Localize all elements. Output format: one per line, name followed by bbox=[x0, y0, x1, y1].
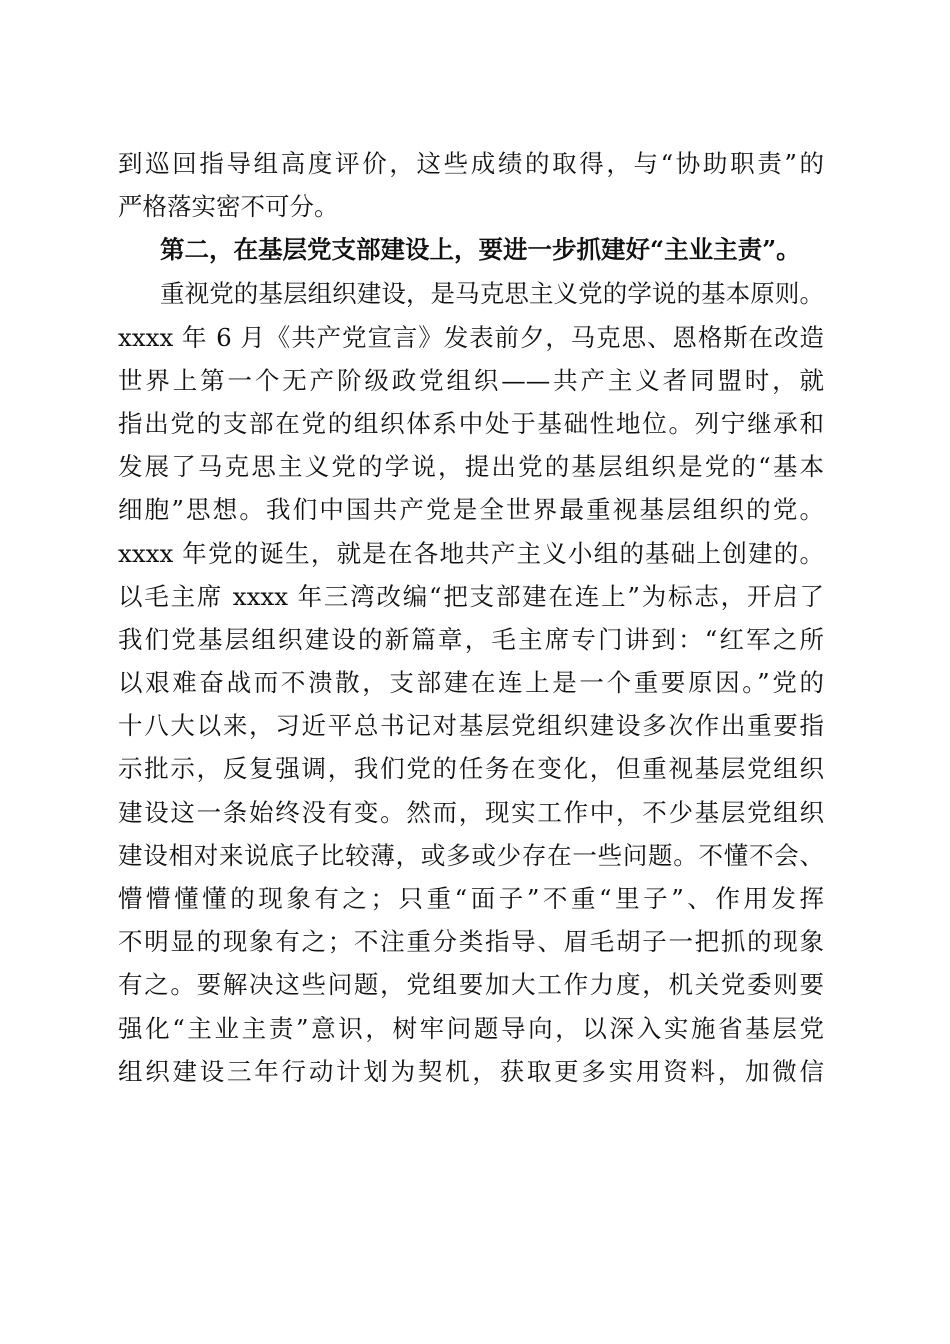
text-line: 严格落实密不可分。 bbox=[118, 192, 339, 222]
text-line: 指出党的支部在党的组织体系中处于基础性地位。列宁继承和 bbox=[118, 408, 824, 438]
text-line: xxxx 年 6 月《共产党宣言》发表前夕，马克思、恩格斯在改造 bbox=[118, 322, 824, 352]
text-line: 以毛主席 xxxx 年三湾改编“把支部建在连上”为标志，开启了 bbox=[118, 581, 824, 611]
text-line: 细胞”思想。我们中国共产党是全世界最重视基层组织的党。 bbox=[118, 495, 824, 525]
text-line: 强化“主业主责”意识，树牢问题导向，以深入实施省基层党 bbox=[118, 1013, 824, 1043]
text-line: xxxx 年党的诞生，就是在各地共产主义小组的基础上创建的。 bbox=[118, 538, 824, 568]
text-line: 到巡回指导组高度评价，这些成绩的取得，与“协助职责”的 bbox=[118, 149, 824, 178]
text-line: 发展了马克思主义党的学说，提出党的基层组织是党的“基本 bbox=[118, 452, 824, 482]
text-line: 以艰难奋战而不溃散，支部建在连上是一个重要原因。”党的 bbox=[118, 668, 824, 698]
paragraph-first-line: 重视党的基层组织建设，是马克思主义党的学说的基本原则。 bbox=[160, 279, 824, 309]
text-line: 十八大以来，习近平总书记对基层党组织建设多次作出重要指 bbox=[118, 711, 824, 741]
text-line: 示批示，反复强调，我们党的任务在变化，但重视基层党组织 bbox=[118, 754, 824, 784]
text-line: 不明显的现象有之；不注重分类指导、眉毛胡子一把抓的现象 bbox=[118, 927, 824, 957]
text-line: 懵懵懂懂的现象有之；只重“面子”不重“里子”、作用发挥 bbox=[118, 884, 824, 913]
text-line: 我们党基层组织建设的新篇章，毛主席专门讲到：“红军之所 bbox=[118, 624, 824, 654]
text-line: 组织建设三年行动计划为契机，获取更多实用资料，加微信 bbox=[118, 1056, 824, 1086]
section-heading: 第二，在基层党支部建设上，要进一步抓建好“主业主责”。 bbox=[160, 235, 801, 265]
text-line: 有之。要解决这些问题，党组要加大工作力度，机关党委则要 bbox=[118, 970, 824, 1000]
text-line: 建设相对来说底子比较薄，或多或少存在一些问题。不懂不会、 bbox=[118, 840, 824, 870]
text-line: 世界上第一个无产阶级政党组织——共产主义者同盟时，就 bbox=[118, 365, 824, 395]
text-line: 建设这一条始终没有变。然而，现实工作中，不少基层党组织 bbox=[118, 797, 824, 827]
document-body bbox=[118, 142, 824, 1093]
